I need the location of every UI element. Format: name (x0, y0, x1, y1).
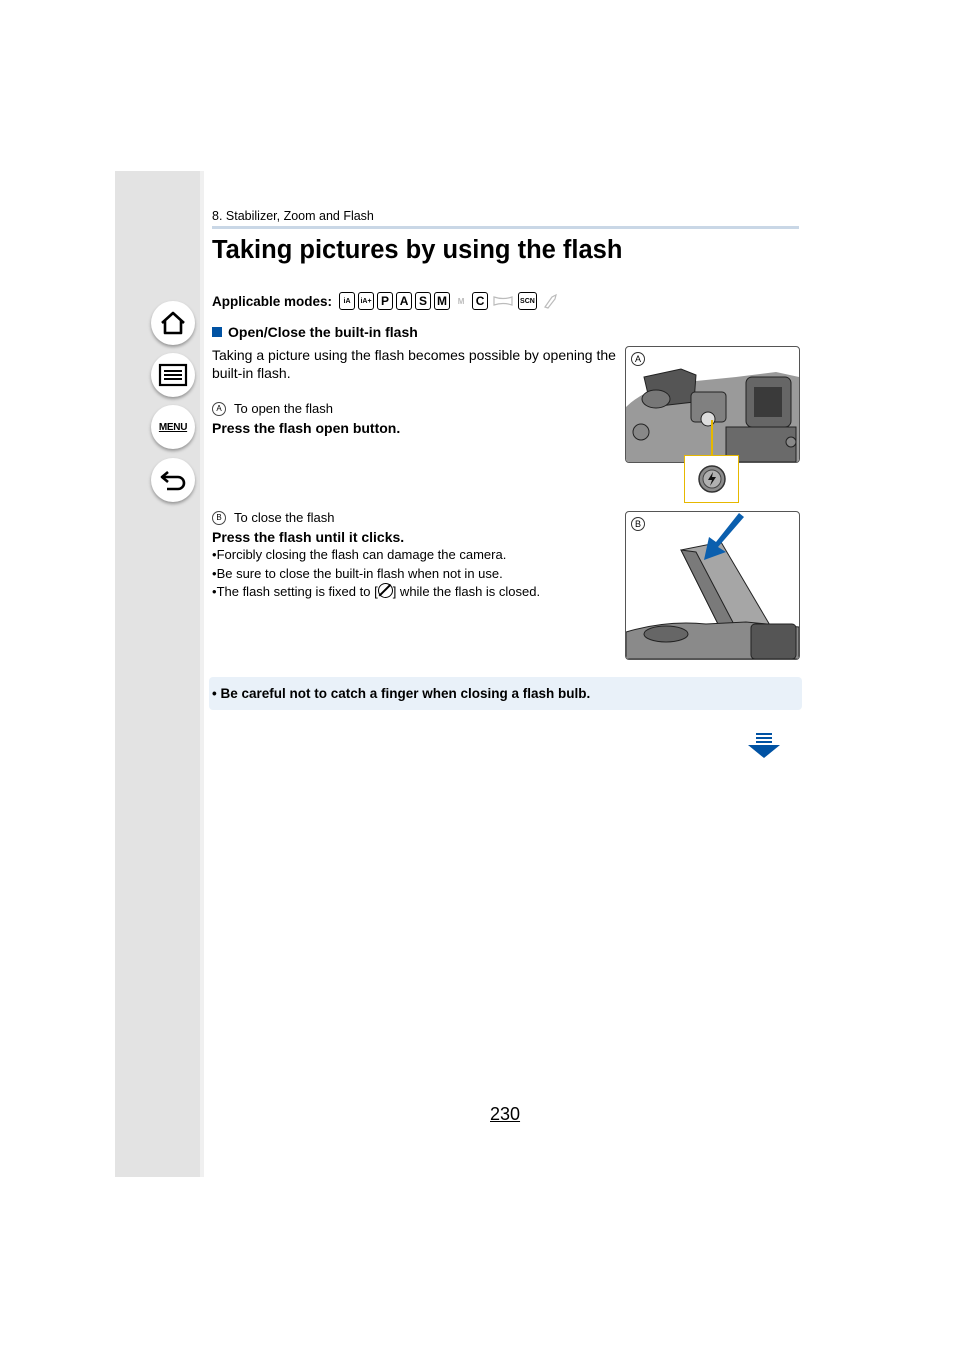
header-rule (212, 226, 799, 229)
marker-a: A (212, 402, 226, 416)
close-notes (212, 546, 540, 602)
flash-close-illustration (626, 512, 799, 659)
mode-s-icon: S (415, 292, 431, 310)
mode-creative-video-icon: M (457, 296, 465, 306)
mode-panorama-icon (491, 292, 515, 310)
mode-scene-icon: SCN (518, 292, 537, 310)
fixed-pre-text: The flash setting is fixed to [ (216, 584, 378, 599)
close-instruction: Press the flash until it clicks. (212, 529, 405, 545)
next-page-button[interactable] (748, 733, 780, 764)
note-bullet: • (212, 686, 221, 701)
page-number: 230 (490, 1104, 521, 1124)
home-button[interactable] (151, 301, 195, 345)
back-arrow-icon (159, 468, 187, 492)
breadcrumb: 8. Stabilizer, Zoom and Flash (212, 209, 374, 223)
figure-close-flash (625, 511, 800, 660)
section-bullet-icon (212, 327, 222, 337)
caution-note (209, 677, 802, 710)
list-item: • Be sure to close the built-in flash when not in use. (212, 565, 540, 584)
open-instruction: Press the flash open button. (212, 420, 401, 436)
close-caption-text: To close the flash (234, 510, 335, 525)
section-heading (212, 324, 418, 340)
back-button[interactable] (151, 458, 195, 502)
list-icon (158, 363, 188, 387)
mode-creative-control-icon (540, 292, 562, 310)
mode-p-icon: P (377, 292, 393, 310)
modes-label: Applicable modes: (212, 293, 333, 309)
callout-line (711, 420, 713, 455)
mode-ia-icon: iA (339, 292, 355, 310)
mode-a-icon: A (396, 292, 412, 310)
camera-top-illustration (626, 347, 799, 462)
section-heading-text: Open/Close the built-in flash (228, 324, 418, 340)
menu-button[interactable] (151, 405, 195, 449)
intro-text: Taking a picture using the flash becomes possible by opening the built-in flash. (212, 347, 616, 381)
page-title: Taking pictures by using the flash (212, 236, 623, 264)
mode-m-icon: M (434, 292, 450, 310)
close-caption (212, 510, 334, 525)
flash-open-button-icon (697, 464, 727, 494)
mode-c-icon: C (472, 292, 488, 310)
figure-open-flash (625, 346, 800, 463)
contents-button[interactable] (151, 353, 195, 397)
open-caption-text: To open the flash (234, 401, 334, 416)
note-text: Be careful not to catch a finger when closing a flash bulb. (220, 686, 591, 701)
down-arrow-icon (748, 733, 780, 759)
mode-ia-plus-icon: iA+ (358, 292, 374, 310)
list-item (212, 583, 540, 602)
sidebar-edge (200, 171, 204, 1177)
flash-off-icon (378, 583, 393, 598)
figure-b-label: B (631, 517, 645, 531)
home-icon (159, 310, 187, 336)
applicable-modes (212, 290, 562, 312)
list-item: • Forcibly closing the flash can damage the camera. (212, 546, 540, 565)
flash-button-zoom (684, 455, 739, 503)
figure-a-label: A (631, 352, 645, 366)
fixed-post-text: ] while the flash is closed. (392, 584, 541, 599)
marker-b: B (212, 511, 226, 525)
open-caption (212, 401, 333, 416)
menu-label: MENU (158, 421, 188, 433)
